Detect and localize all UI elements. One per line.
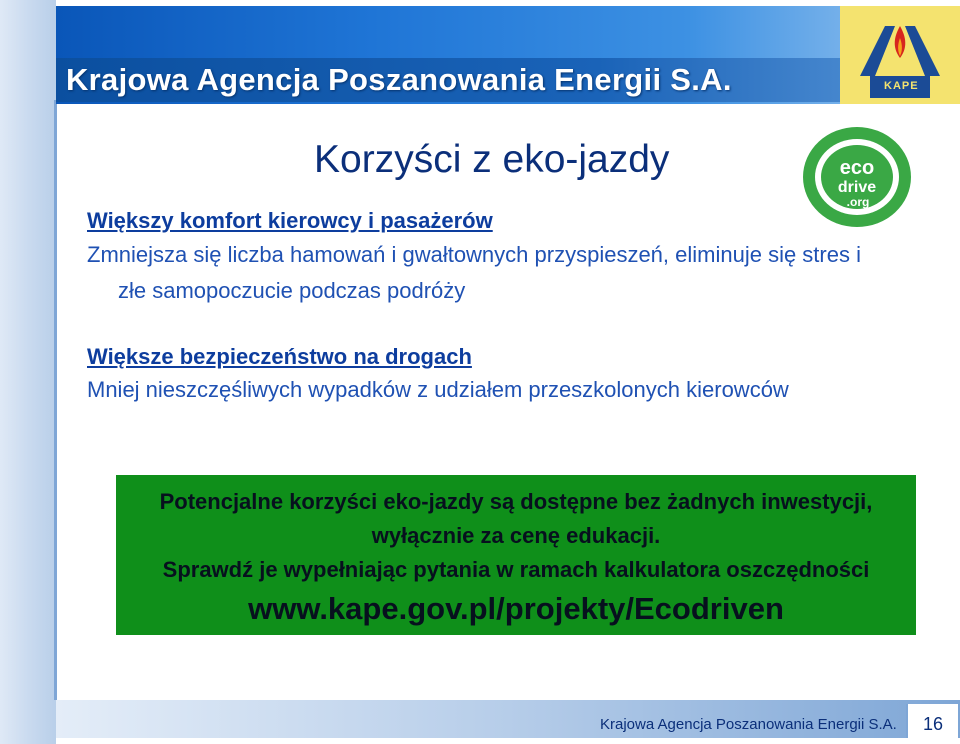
section-comfort-line-2: złe samopoczucie podczas podróży [118, 278, 466, 303]
footer-organization-name: Krajowa Agencja Poszanowania Energii S.A. [600, 716, 897, 733]
section-safety-heading: Większe bezpieczeństwo na drogach [87, 344, 472, 369]
eco-logo-word-org: .org [846, 195, 870, 209]
left-decorative-band [0, 0, 56, 744]
page-number: 16 [922, 714, 944, 734]
eco-logo-word-drive: drive [837, 179, 877, 196]
ecodrive-logo [802, 126, 912, 228]
eco-logo-word-eco: eco [839, 157, 875, 179]
callout-line-1: Potencjalne korzyści eko-jazdy są dostępne bez żadnych inwestycji, [159, 489, 873, 514]
steering-wheel-icon [802, 126, 912, 228]
callout-line-3: Sprawdź je wypełniając pytania w ramach kalkulatora oszczędności [162, 557, 870, 582]
section-comfort-line-1: Zmniejsza się liczba hamowań i gwałtownych przyspieszeń, eliminuje się stres i [87, 242, 861, 267]
slide-title: Korzyści z eko-jazdy [314, 138, 670, 181]
left-band-edge [54, 100, 57, 700]
organization-name: Krajowa Agencja Poszanowania Energii S.A. [66, 62, 732, 97]
section-comfort-heading: Większy komfort kierowcy i pasażerów [87, 208, 493, 233]
callout-line-2: wyłącznie za cenę edukacji. [371, 523, 661, 548]
kape-logo [840, 6, 960, 104]
page-number-box [906, 704, 958, 738]
callout-url-link[interactable]: www.kape.gov.pl/projekty/Ecodriven [248, 591, 784, 626]
section-safety-line-1: Mniej nieszczęśliwych wypadków z udziałem przeszkolonych kierowców [87, 377, 789, 402]
kape-logo-text: KAPE [884, 80, 919, 92]
header-banner [56, 6, 960, 104]
callout-box [116, 475, 916, 635]
